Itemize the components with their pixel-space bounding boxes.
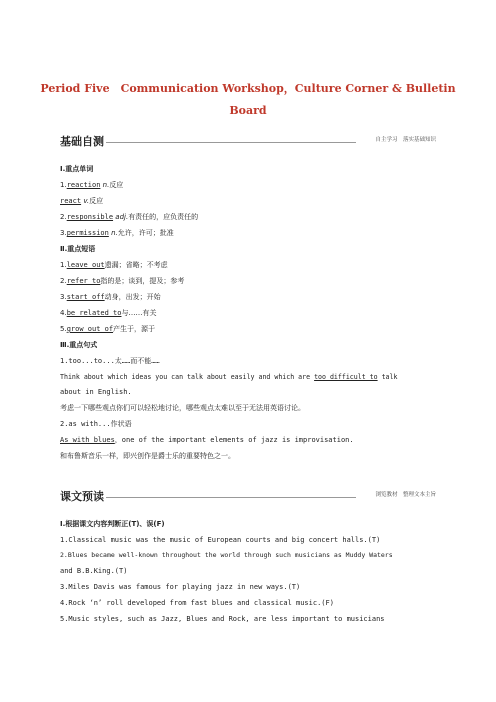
example-sentence: As with blues，one of the important elements of jazz is improvisation. [60, 436, 354, 444]
sentence-pattern: 1.too...to...太……而不能…… [60, 357, 160, 365]
tf-item: 2.Blues became well-known throughout the world through such musicians as Muddy Waters [60, 551, 393, 559]
phrase-item: 5.grow out of产生于，源于 [60, 325, 156, 333]
section-divider [106, 497, 356, 498]
vocab-item: 2.responsible adj.有责任的，应负责任的 [60, 213, 199, 221]
tf-item: 3.Miles Davis was famous for playing jazz in new ways.(T) [60, 583, 301, 591]
phrase-item: 4.be related to与……有关 [60, 309, 157, 317]
phrase-item: 3.start off动身，出发；开始 [60, 293, 161, 301]
tf-item: 4.Rock ‘n’ roll developed from fast blues and classical music.(F) [60, 599, 334, 607]
part-heading: Ⅱ.重点短语 [60, 245, 96, 253]
tf-item: 1.Classical music was the music of European courts and big concert halls.(T) [60, 536, 381, 544]
part-heading: Ⅰ.根据课文内容判断正(T)、误(F) [60, 520, 165, 528]
tf-item: 5.Music styles, such as Jazz, Blues and Rock, are less important to musicians [60, 615, 385, 623]
example-sentence-cont: about in English. [60, 388, 132, 396]
section-hint: 自主学习 落实基础知识 [375, 137, 436, 143]
page-title-line1: Period Five Communication Workshop，Culture Corner & Bulletin [40, 82, 456, 95]
translation: 考虑一下哪些观点你们可以轻松地讨论，哪些观点太难以至于无法用英语讨论。 [60, 404, 305, 412]
vocab-item: 3.permission n.允许，许可；批准 [60, 229, 174, 237]
section-header-basic [60, 133, 436, 151]
vocab-item: 1.reaction n.反应 [60, 181, 124, 189]
part-heading: Ⅰ.重点单词 [60, 165, 94, 173]
section-hint: 浏览教材 整理文本主旨 [375, 492, 436, 498]
section-title: 基础自测 [60, 135, 104, 148]
section-header-preview [60, 488, 436, 506]
translation: 和布鲁斯音乐一样，即兴创作是爵士乐的重要特色之一。 [60, 452, 235, 460]
sentence-pattern: 2.as with...作状语 [60, 420, 132, 428]
section-title: 课文预读 [60, 490, 104, 503]
page-title-line2: Board [229, 104, 267, 117]
phrase-item: 2.refer to指的是；谈到，提及；参考 [60, 277, 185, 285]
section-divider [106, 142, 356, 143]
example-sentence: Think about which ideas you can talk about easily and which are too difficult to talk [60, 373, 398, 381]
part-heading: Ⅲ.重点句式 [60, 341, 98, 349]
vocab-item: react v.反应 [60, 197, 104, 205]
tf-item-cont: and B.B.King.(T) [60, 567, 128, 575]
phrase-item: 1.leave out遗漏；省略；不考虑 [60, 261, 168, 269]
